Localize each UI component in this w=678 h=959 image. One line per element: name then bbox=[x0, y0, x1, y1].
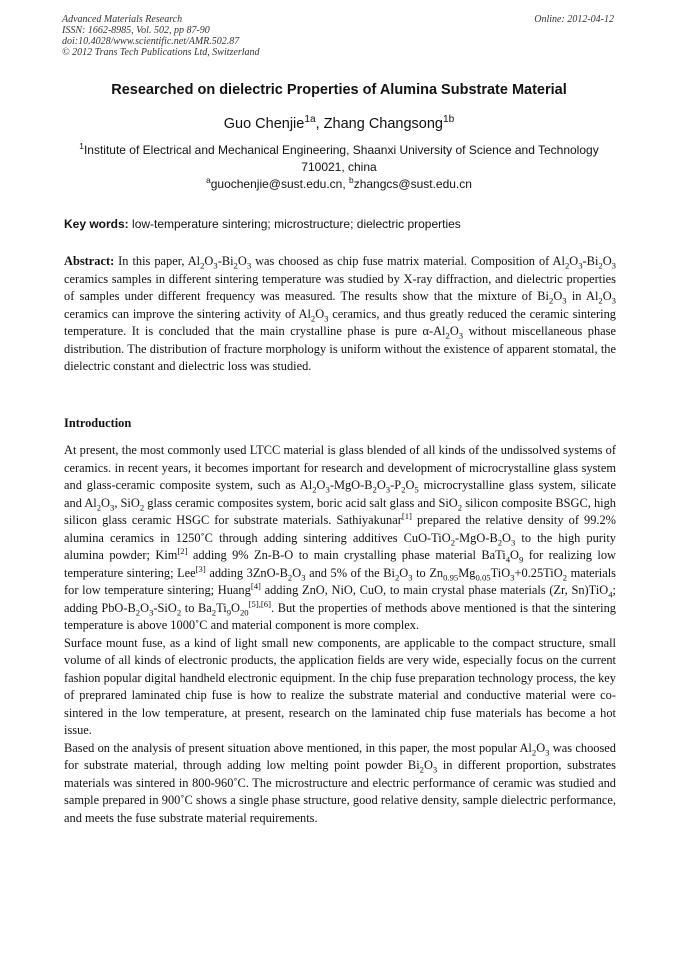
copyright-line: © 2012 Trans Tech Publications Ltd, Switzerland bbox=[62, 47, 260, 58]
abstract-label: Abstract: bbox=[64, 254, 115, 268]
author-line bbox=[40, 115, 638, 133]
author-affiliation-mark: 1b bbox=[443, 114, 455, 126]
email-link[interactable]: zhangcs@sust.edu.cn bbox=[353, 177, 472, 191]
abstract bbox=[64, 253, 616, 376]
author-separator: , bbox=[315, 116, 324, 132]
affiliation-block bbox=[40, 142, 638, 193]
author-affiliation-mark: 1a bbox=[304, 114, 316, 126]
keywords-label: Key words: bbox=[64, 217, 129, 231]
journal-name: Advanced Materials Research bbox=[62, 14, 183, 25]
email-link[interactable]: guochenjie@sust.edu.cn bbox=[210, 177, 343, 191]
doi-line: doi:10.4028/www.scientific.net/AMR.502.87 bbox=[62, 36, 240, 47]
affiliation-mark: 1 bbox=[79, 141, 84, 151]
paragraph: Based on the analysis of present situation above mentioned, in this paper, the most popular $Al_2O_3$ was choosed for substrate material, through adding low melting point powder $Bi_2O_3$ in different proportion, substrates materials was sintered in 800-960˚C. The microstructure and electric performance of ceramic was studied and sample prepared in 900˚C shows a single phase structure, good relative density, sample dielectric performance, and meets the fuse substrate material requirements. bbox=[64, 740, 616, 825]
publication-info bbox=[62, 14, 614, 58]
section-heading: Introduction bbox=[64, 416, 132, 430]
email-separator: , bbox=[342, 177, 350, 191]
affiliation-postcode: 710021, china bbox=[301, 160, 377, 174]
affiliation-emails bbox=[40, 176, 638, 193]
author-name: Guo Chenjie bbox=[223, 116, 305, 132]
keywords-text: low-temperature sintering; microstructure; dielectric properties bbox=[128, 217, 461, 231]
paper-title: Researched on dielectric Properties of Alumina Substrate Material bbox=[111, 82, 567, 98]
email-mark: a bbox=[206, 175, 211, 185]
abstract-text: In this paper, $Al_2O_3-Bi_2O_3$ was choosed as chip fuse matrix material. Composition of $Al_2O_3-Bi_2O_3$ ceramics samples in different sintering temperature was studied by X-ray diffraction, and dielectric properties of samples under different frequency was measured. The results show that the mixture of $Bi_2O_3$ in $Al_2O_3$ ceramics can improve the sintering activity of $Al_2O_3$ ceramics, and thus greatly reduced the ceramic sintering temperature. It is concluded that the main crystalline phase is pure $\alpha-Al_2O_3$ without miscellaneous phase distribution. The distribution of fracture morphology is uniform without the existence of apparent stomatal, the dielectric constant and dielectric loss was studied. bbox=[64, 254, 616, 373]
affiliation-institution bbox=[40, 142, 638, 159]
author-name: Zhang Changsong bbox=[323, 116, 443, 132]
online-date: Online: 2012-04-12 bbox=[534, 14, 614, 25]
email-mark: b bbox=[349, 175, 354, 185]
issn-line: ISSN: 1662-8985, Vol. 502, pp 87-90 bbox=[62, 25, 210, 36]
paragraph: Surface mount fuse, as a kind of light small new components, are applicable to the compact structure, small volume of all kinds of electronic products, the application fields are very wide, especially focus on the current fashion popular digital handheld electronic equipment. In the chip fuse preparation technology process, the key of preprared laminated chip fuse is how to realize the substrate material and conductive material were co-sintered in the low temperature, at present, research on the laminated chip fuse materials has become a hot issue. bbox=[64, 635, 616, 737]
paragraph: At present, the most commonly used LTCC material is glass blended of all kinds of the undissolved systems of ceramics. in recent years, it becomes important for research and development of microcrystalline glass system and glass-ceramic composite system, such as $Al_2O_3-MgO-B_2O_3-P_2O_5$ microcrystalline glass system, silicate and $Al_2O_3$, SiO$_2$ glass ceramic composites system, boric acid salt glass and SiO$_2$ silicon composite BSGC, high silicon glass ceramic HSGC for substrate materials. Sathiyakunar[1] prepared the relative density of 99.2% alumina ceramics in 1250˚C through adding sintering additives CuO-$TiO_2-MgO-B_2O_3$ to the high purity alumina powder; Kim[2] adding 9% Zn-B-O to main crystalling phase material $BaTi_4O_9$ for realizing low temperature sintering; Lee[3] adding $3ZnO-B_2O_3$ and 5% of the $Bi_2O_3$ to $Zn_{0.95}Mg_{0.05}TiO_3+0.25TiO_2$ materials for low temperature sintering; Huang[4] adding ZnO, NiO, CuO, to main crystal phase materials (Zr, Sn)TiO$_4$; adding PbO-$B_2O_3-SiO_2$ to $Ba_2Ti_9O_{20}[5],[6]$. But the properties of methods above mentioned is that the sintering temperature is above 1000˚C and material component is more complex. bbox=[64, 443, 617, 632]
keywords bbox=[64, 216, 616, 232]
affiliation-text: Institute of Electrical and Mechanical Engineering, Shaanxi University of Science and Technology bbox=[83, 143, 599, 157]
running-header bbox=[62, 14, 614, 58]
introduction-body bbox=[64, 442, 616, 827]
